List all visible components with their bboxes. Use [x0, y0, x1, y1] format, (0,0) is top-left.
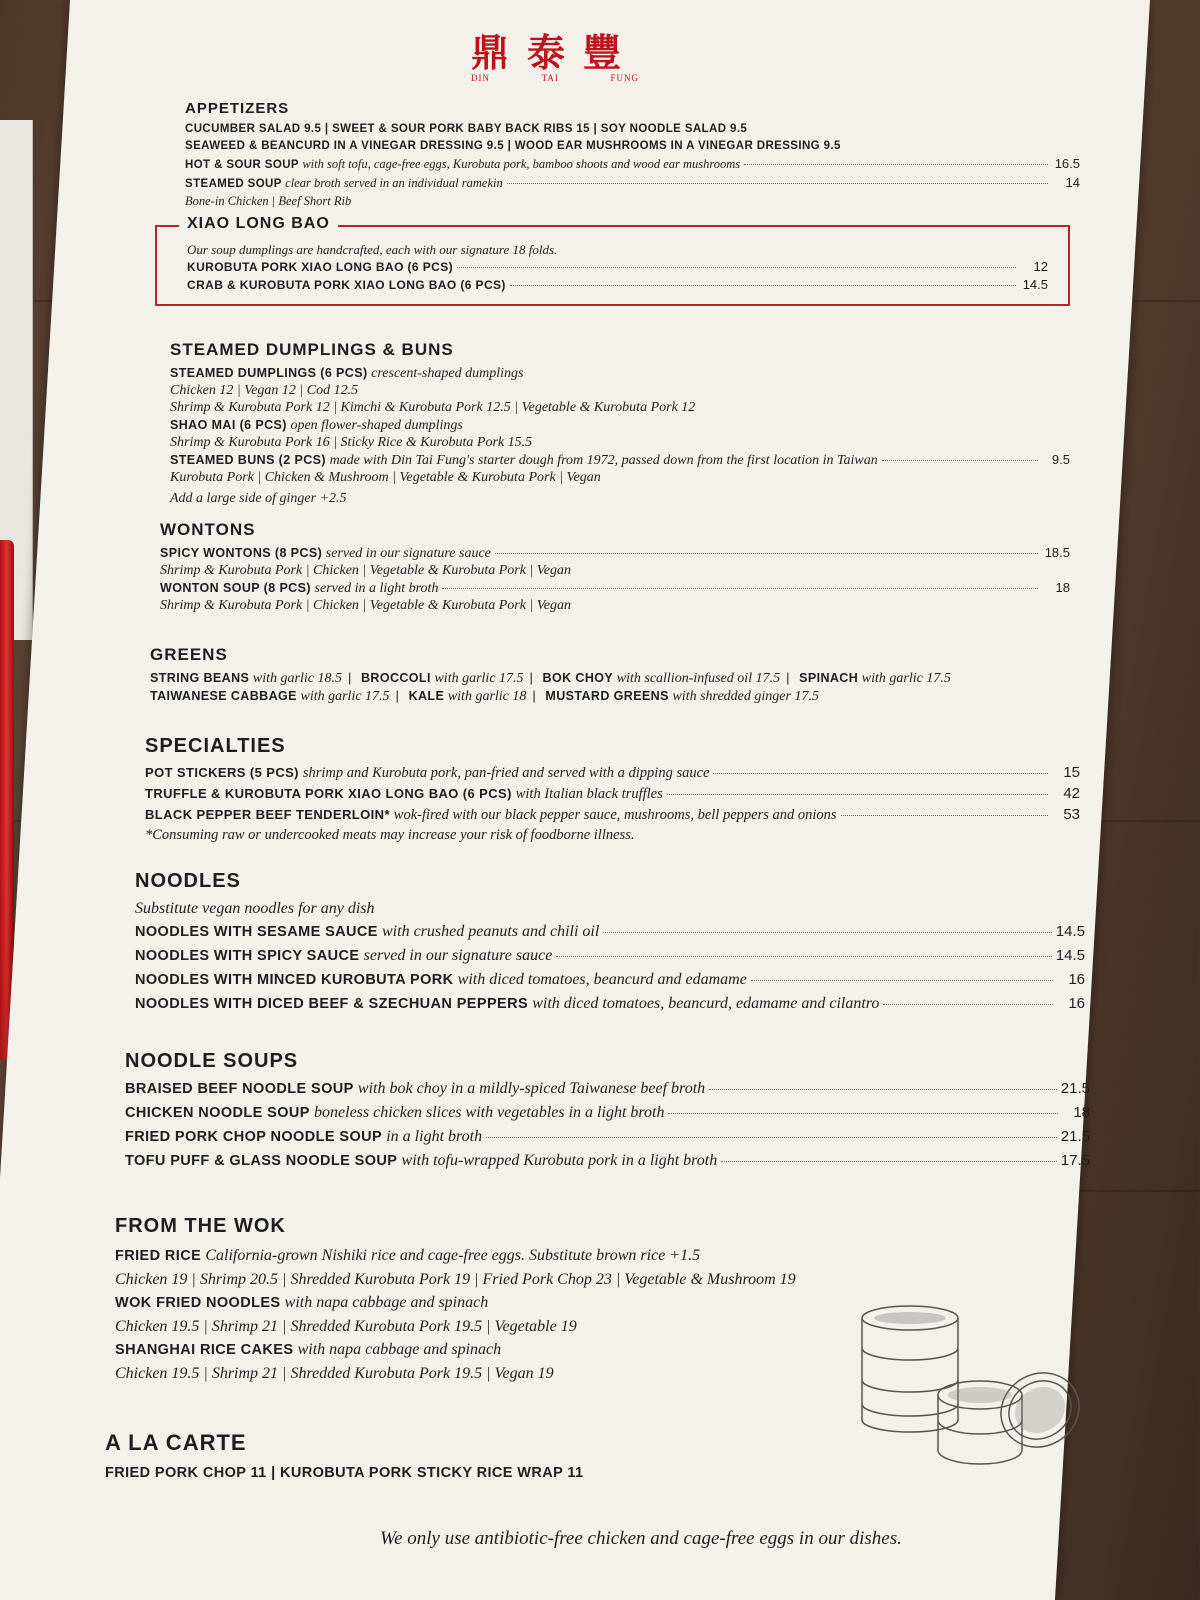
item-desc: with diced tomatoes, beancurd, edamame and cilantro	[532, 995, 880, 1012]
item-price: 21.5	[1060, 1080, 1090, 1097]
item-options: Bone-in Chicken | Beef Short Rib	[185, 194, 352, 208]
item-price: 53	[1063, 806, 1080, 823]
item-desc: served in our signature sauce	[363, 947, 553, 964]
steamer-basket-illustration	[850, 1300, 1090, 1480]
leader-dots	[457, 267, 1016, 268]
menu-item	[135, 920, 1085, 944]
leader-dots	[721, 1161, 1057, 1162]
menu-item	[170, 416, 1070, 434]
item-desc: with tofu-wrapped Kurobuta pork in a light broth	[401, 1152, 718, 1169]
wontons-section	[160, 520, 1070, 614]
item-price: 14	[1065, 175, 1080, 190]
item-options: Shrimp & Kurobuta Pork 12 | Kimchi & Kurobuta Pork 12.5 | Vegetable & Kurobuta Pork 12	[170, 400, 696, 415]
noodle-soups-section	[125, 1050, 1090, 1173]
greens-section	[150, 645, 1080, 705]
item-name: TOFU PUFF & GLASS NOODLE SOUP	[125, 1153, 398, 1169]
appetizers-section	[185, 100, 1080, 210]
item-name: STRING BEANS	[150, 671, 250, 685]
leader-dots	[883, 1004, 1053, 1005]
leader-dots	[486, 1137, 1057, 1138]
section-title: NOODLES	[135, 870, 241, 892]
item-name: FRIED PORK CHOP NOODLE SOUP	[125, 1129, 383, 1145]
menu-item	[145, 783, 1080, 804]
item-name: BROCCOLI	[360, 671, 431, 685]
section-title: NOODLE SOUPS	[125, 1050, 299, 1072]
section-desc: Substitute vegan noodles for any dish	[135, 900, 375, 917]
item-name: WONTON SOUP (8 PCS)	[160, 581, 311, 595]
item-desc: with garlic 18.5	[252, 671, 342, 686]
section-title: STEAMED DUMPLINGS & BUNS	[170, 340, 454, 359]
section-title: SPECIALTIES	[145, 735, 286, 757]
item-desc: with napa cabbage and spinach	[284, 1294, 489, 1311]
item-desc: crescent-shaped dumplings	[371, 366, 524, 381]
leader-dots	[510, 285, 1016, 286]
menu-item	[125, 1077, 1090, 1101]
item-name: STEAMED SOUP	[185, 178, 282, 190]
menu-item	[160, 579, 1070, 597]
item-name: NOODLES WITH SPICY SAUCE	[135, 948, 360, 964]
leader-dots	[709, 1089, 1057, 1090]
item-desc: served in a light broth	[314, 581, 439, 596]
item-desc: served in our signature sauce	[325, 546, 491, 561]
section-title: A LA CARTE	[105, 1430, 247, 1455]
item-price: 18	[1073, 1104, 1090, 1121]
noodles-section	[135, 870, 1085, 1016]
menu-item	[187, 258, 1048, 276]
xlb-highlight-box	[155, 215, 1070, 306]
leader-dots	[667, 794, 1048, 795]
menu-item	[135, 992, 1085, 1016]
item-name: WOK FRIED NOODLES	[115, 1295, 281, 1311]
item-desc: with diced tomatoes, beancurd and edamame	[457, 971, 747, 988]
item-desc: with bok choy in a mildly-spiced Taiwanese beef broth	[357, 1080, 706, 1097]
item-price: 18	[1055, 580, 1070, 595]
menu-item	[135, 944, 1085, 968]
item-name: KUROBUTA PORK XIAO LONG BAO (6 PCS)	[187, 260, 454, 274]
item-name: NOODLES WITH SESAME SAUCE	[135, 924, 378, 940]
add-on-note: Add a large side of ginger +2.5	[170, 491, 347, 506]
item-name: BOK CHOY	[542, 671, 614, 685]
item-name: POT STICKERS (5 PCS)	[145, 765, 299, 780]
appetizer-line: CUCUMBER SALAD 9.5 | SWEET & SOUR PORK BABY BACK RIBS 15 | SOY NOODLE SALAD 9.5	[185, 123, 748, 135]
specialties-section	[145, 735, 1080, 845]
logo-din: DIN	[471, 73, 490, 83]
leader-dots	[442, 588, 1038, 589]
item-options: Chicken 19 | Shrimp 20.5 | Shredded Kurobuta Pork 19 | Fried Pork Chop 23 | Vegetable & Mushroom 19	[115, 1271, 796, 1288]
item-desc: with crushed peanuts and chili oil	[382, 923, 600, 940]
logo-fung: FUNG	[610, 73, 639, 83]
item-desc: with garlic 18	[447, 689, 527, 704]
leader-dots	[713, 773, 1048, 774]
item-price: 15	[1063, 764, 1080, 781]
item-desc: shrimp and Kurobuta pork, pan-fried and served with a dipping sauce	[302, 765, 710, 781]
greens-line: TAIWANESE CABBAGE with garlic 17.5 | KALE with garlic 18 | MUSTARD GREENS with shredded ginger 17.5	[150, 688, 819, 704]
section-title: FROM THE WOK	[115, 1215, 286, 1237]
menu-item	[185, 174, 1080, 193]
item-name: MUSTARD GREENS	[545, 689, 669, 703]
item-options: Kurobuta Pork | Chicken & Mushroom | Vegetable & Kurobuta Pork | Vegan	[170, 470, 601, 485]
item-options: Chicken 12 | Vegan 12 | Cod 12.5	[170, 383, 359, 398]
menu-item	[185, 155, 1080, 174]
item-price: 14.5	[1022, 277, 1048, 292]
item-options: Shrimp & Kurobuta Pork | Chicken | Vegetable & Kurobuta Pork | Vegan	[160, 598, 572, 613]
item-price: 16	[1068, 995, 1085, 1012]
item-price: 17.5	[1060, 1152, 1090, 1169]
item-price: 16	[1068, 971, 1085, 988]
menu-item	[170, 451, 1070, 469]
menu-item	[135, 968, 1085, 992]
leader-dots	[751, 980, 1053, 981]
item-name: TAIWANESE CABBAGE	[150, 689, 297, 703]
item-desc: wok-fired with our black pepper sauce, mushrooms, bell peppers and onions	[393, 807, 837, 823]
item-options: Shrimp & Kurobuta Pork 16 | Sticky Rice & Kurobuta Pork 15.5	[170, 435, 533, 450]
item-name: TRUFFLE & KUROBUTA PORK XIAO LONG BAO (6 PCS)	[145, 786, 512, 801]
din-tai-fung-logo	[465, 22, 645, 83]
item-desc: made with Din Tai Fung's starter dough from 1972, passed down from the first location in Taiwan	[329, 453, 878, 468]
item-name: STEAMED BUNS (2 PCS)	[170, 453, 326, 467]
item-price: 14.5	[1055, 947, 1085, 964]
disclaimer: *Consuming raw or undercooked meats may increase your risk of foodborne illness.	[145, 827, 635, 843]
item-desc: clear broth served in an individual ramekin	[285, 176, 503, 190]
leader-dots	[882, 460, 1038, 461]
item-price: 12	[1033, 259, 1048, 274]
item-price: 16.5	[1054, 156, 1080, 171]
leader-dots	[603, 932, 1051, 933]
leader-dots	[495, 553, 1038, 554]
item-name: CRAB & KUROBUTA PORK XIAO LONG BAO (6 PCS)	[187, 278, 506, 292]
appetizer-line: SEAWEED & BEANCURD IN A VINEGAR DRESSING 9.5 | WOOD EAR MUSHROOMS IN A VINEGAR DRESSING 9.5	[185, 140, 841, 152]
item-desc: in a light broth	[386, 1128, 483, 1145]
item-name: HOT & SOUR SOUP	[185, 159, 299, 171]
leader-dots	[841, 815, 1048, 816]
item-name: SHAO MAI (6 PCS)	[170, 418, 287, 432]
item-desc: with scallion-infused oil 17.5	[616, 671, 781, 686]
menu-item	[170, 364, 1070, 382]
item-name: SPINACH	[799, 671, 859, 685]
item-price: 9.5	[1051, 452, 1070, 467]
item-price: 18.5	[1044, 545, 1070, 560]
a-la-carte-line: FRIED PORK CHOP 11 | KUROBUTA PORK STICKY RICE WRAP 11	[105, 1465, 584, 1481]
item-desc: open flower-shaped dumplings	[290, 418, 463, 433]
item-name: BLACK PEPPER BEEF TENDERLOIN*	[145, 807, 390, 822]
item-price: 14.5	[1055, 923, 1085, 940]
section-title: XIAO LONG BAO	[179, 215, 338, 233]
item-desc: with Italian black truffles	[515, 786, 663, 802]
logo-chinese: 鼎泰豐	[470, 30, 639, 75]
item-desc: boneless chicken slices with vegetables in a light broth	[314, 1104, 665, 1121]
item-name: CHICKEN NOODLE SOUP	[125, 1105, 310, 1121]
item-desc: with garlic 17.5	[300, 689, 390, 704]
item-name: SHANGHAI RICE CAKES	[115, 1342, 294, 1358]
menu-item	[125, 1101, 1090, 1125]
item-name: FRIED RICE	[115, 1248, 202, 1264]
item-desc: California-grown Nishiki rice and cage-free eggs. Substitute brown rice +1.5	[205, 1247, 701, 1264]
leader-dots	[556, 956, 1051, 957]
menu-item	[160, 544, 1070, 562]
section-title: WONTONS	[160, 520, 256, 539]
item-name: NOODLES WITH MINCED KUROBUTA PORK	[135, 972, 454, 988]
item-name: SPICY WONTONS (8 PCS)	[160, 546, 323, 560]
item-desc: with soft tofu, cage-free eggs, Kurobuta pork, bamboo shoots and wood ear mushrooms	[302, 157, 741, 171]
logo-tai: TAI	[541, 73, 559, 83]
item-desc: with napa cabbage and spinach	[297, 1341, 502, 1358]
item-price: 42	[1063, 785, 1080, 802]
menu-item	[125, 1125, 1090, 1149]
section-desc: Our soup dumplings are handcrafted, each with our signature 18 folds.	[187, 242, 558, 257]
menu-content	[105, 0, 1110, 1600]
item-desc: with garlic 17.5	[434, 671, 524, 686]
item-name: BRAISED BEEF NOODLE SOUP	[125, 1081, 354, 1097]
menu-item	[187, 276, 1048, 294]
item-options: Chicken 19.5 | Shrimp 21 | Shredded Kurobuta Pork 19.5 | Vegetable 19	[115, 1318, 577, 1335]
leader-dots	[668, 1113, 1058, 1114]
item-name: STEAMED DUMPLINGS (6 PCS)	[170, 366, 368, 380]
menu-item	[145, 762, 1080, 783]
item-name: NOODLES WITH DICED BEEF & SZECHUAN PEPPERS	[135, 996, 529, 1012]
item-price: 21.5	[1060, 1128, 1090, 1145]
leader-dots	[744, 164, 1048, 165]
menu-item	[125, 1149, 1090, 1173]
item-options: Chicken 19.5 | Shrimp 21 | Shredded Kurobuta Pork 19.5 | Vegan 19	[115, 1365, 554, 1382]
dumplings-section	[170, 340, 1070, 507]
item-desc: with garlic 17.5	[861, 671, 951, 686]
item-desc: with shredded ginger 17.5	[672, 689, 819, 704]
section-title: APPETIZERS	[185, 100, 290, 117]
menu-item	[115, 1244, 1070, 1268]
item-options: Shrimp & Kurobuta Pork | Chicken | Vegetable & Kurobuta Pork | Vegan	[160, 563, 572, 578]
leader-dots	[507, 183, 1048, 184]
item-name: KALE	[408, 689, 445, 703]
greens-line: STRING BEANS with garlic 18.5 | BROCCOLI with garlic 17.5 | BOK CHOY with scallion-infused oil 17.5 | SPINACH with garlic 17.5	[150, 670, 951, 686]
section-title: GREENS	[150, 645, 228, 664]
footer-note: We only use antibiotic-free chicken and cage-free eggs in our dishes.	[380, 1528, 902, 1549]
menu-item	[145, 804, 1080, 825]
